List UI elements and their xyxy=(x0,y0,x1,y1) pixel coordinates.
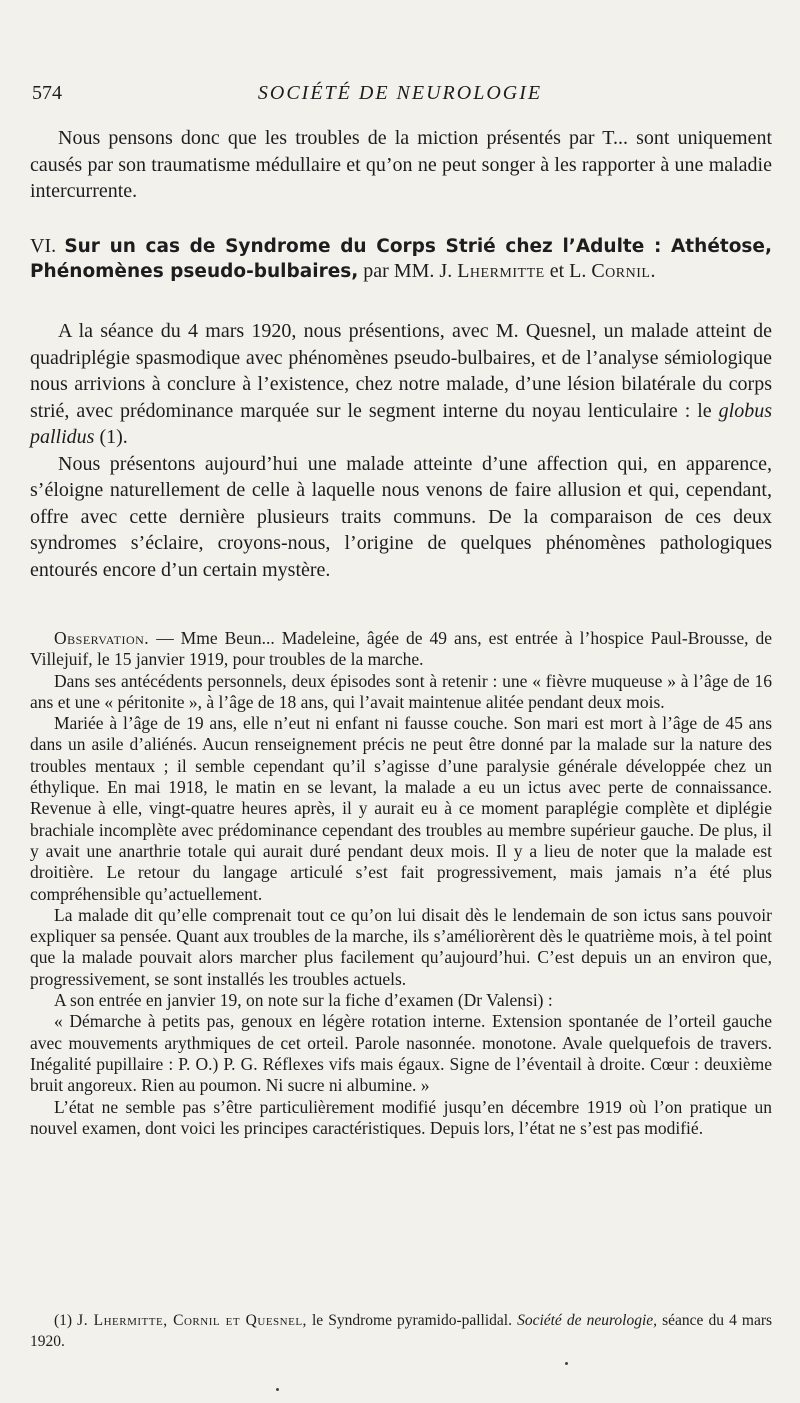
footnote-journal: Société de neurologie, xyxy=(517,1312,658,1329)
footnote-marker: (1) xyxy=(54,1312,73,1329)
speck-mark xyxy=(276,1388,279,1391)
footnote-authors: J. Lhermitte, Cornil et Quesnel, xyxy=(77,1312,307,1329)
intro-paragraph: Nous pensons donc que les troubles de la miction présentés par T... sont uniquement causés par son traumatisme médullaire et qu’on ne peut songer à les rapporter à une maladie intercurrente. xyxy=(30,127,772,202)
author-and: et xyxy=(549,260,565,282)
section-heading xyxy=(30,234,772,284)
paragraph-1-text: A la séance du 4 mars 1920, nous présentions, avec M. Quesnel, un malade atteint de quadriplégie spasmodique avec phénomènes pseudo-bulbaires, et de l’analyse sémiologique nous arrivions à conclure à l’existence, chez notre malade, d’une lésion bilatérale du corps strié, avec prédominance marquée sur le segment interne du noyau lenticulaire : le xyxy=(30,320,772,422)
section-number: VI. xyxy=(30,235,57,257)
observation-p5: A son entrée en janvier 19, on note sur la fiche d’examen (Dr Valensi) : xyxy=(54,990,553,1011)
observation-section xyxy=(30,628,772,1139)
page-header xyxy=(28,82,772,110)
observation-p1 xyxy=(30,628,772,671)
footnote-date: séance du 4 mars 1920. xyxy=(30,1312,773,1350)
footnote-title: le Syndrome pyramido-pallidal. xyxy=(312,1312,512,1329)
author2-initial: L. xyxy=(569,260,587,282)
observation-p6: « Démarche à petits pas, genoux en légère rotation interne. Extension spontanée de l’orteil gauche avec mouvements arythmiques de cet orteil. Parole nasonnée. monotone. Avale quelquefois de travers. Inégalité pupillaire : P. O.) P. G. Réflexes vifs mais égaux. Signe de l’éventail à droite. Cœur : deuxième bruit angoreux. Rien au poumon. Ni sucre ni albumine. » xyxy=(30,1011,772,1096)
author1-initial: J. xyxy=(439,260,453,282)
paragraph-2: Nous présentons aujourd’hui une malade atteinte d’une affection qui, en apparence, s’éloigne naturellement de celle à laquelle nous venons de faire allusion et qui, cependant, offre avec cette dernière plusieurs traits communs. De la comparaison de ces deux syndromes s’éclaire, croyons-nous, l’origine de quelques phénomènes pathologiques entourés encore d’un certain mystère. xyxy=(30,452,772,581)
observation-p2: Dans ses antécédents personnels, deux épisodes sont à retenir : une « fièvre muqueuse » à l’âge de 16 ans et une « péritonite », à l’âge de 18 ans, qui l’avait maintenue alitée pendant deux mois. xyxy=(30,670,772,712)
paragraph-1-ref: (1). xyxy=(99,426,128,448)
observation-p7: L’état ne semble pas s’être particulièrement modifié jusqu’en décembre 1919 où l’on pratique un nouvel examen, dont voici les principes caractéristiques. Depuis lors, l’état ne s’est pas modifié. xyxy=(30,1096,772,1138)
paragraph-1-italic: globus pallidus xyxy=(30,399,772,448)
observation-p1-text: — Mme Beun... Madeleine, âgée de 49 ans, est entrée à l’hospice Paul-Brousse, de Villejuif, le 15 janvier 1919, pour troubles de la marche. xyxy=(30,628,772,670)
paragraph-1 xyxy=(30,318,772,451)
page-number: 574 xyxy=(32,82,62,104)
running-title: SOCIÉTÉ DE NEUROLOGIE xyxy=(257,82,543,104)
footnote xyxy=(30,1310,772,1352)
main-text xyxy=(30,318,772,583)
section-title-text: Sur un cas de Syndrome du Corps Strié chez l’Adulte : Athétose, Phénomènes pseudo-bulbaires, xyxy=(30,236,773,282)
observation-p3: Mariée à l’âge de 19 ans, elle n’eut ni enfant ni fausse couche. Son mari est mort à l’âge de 45 ans dans un asile d’aliénés. Aucun renseignement précis ne peut être donné par la malade sur la nature des troubles mentaux ; il semble cependant qu’il s’agisse d’une paralysie générale développée chez un éthylique. En mai 1918, le matin en se levant, la malade a eu un ictus avec perte de connaissance. Revenue à elle, vingt-quatre heures après, il y aurait eu à ce moment paraplégie complète et diplégie brachiale incomplète avec prédominance cependant des troubles au membre supérieur gauche. De plus, il y avait une anarthrie totale qui aurait duré pendant deux mois. Il y a lieu de noter que la malade est droitière. Le retour du langage articulé s’est fait progressivement, mais jamais n’a été plus compréhensible qu’actuellement. xyxy=(30,713,772,904)
intro-section xyxy=(30,125,772,205)
observation-p4: La malade dit qu’elle comprenait tout ce qu’on lui disait dès le lendemain de son ictus sans pouvoir expliquer sa pensée. Quant aux troubles de la marche, ils s’améliorèrent dès le quatrième mois, à tel point que la malade pouvait alors marcher plus facilement qu’aujourd’hui. C’est depuis un an environ que, progressivement, se sont installés les troubles actuels. xyxy=(30,904,772,989)
author2-name: Cornil. xyxy=(591,260,656,282)
observation-label: Observation. xyxy=(54,628,150,648)
author1-name: Lhermitte xyxy=(457,260,545,282)
footnote-text xyxy=(30,1310,772,1352)
section-by: par MM. xyxy=(363,260,435,282)
speck-mark xyxy=(565,1362,568,1365)
section-title xyxy=(30,234,772,284)
